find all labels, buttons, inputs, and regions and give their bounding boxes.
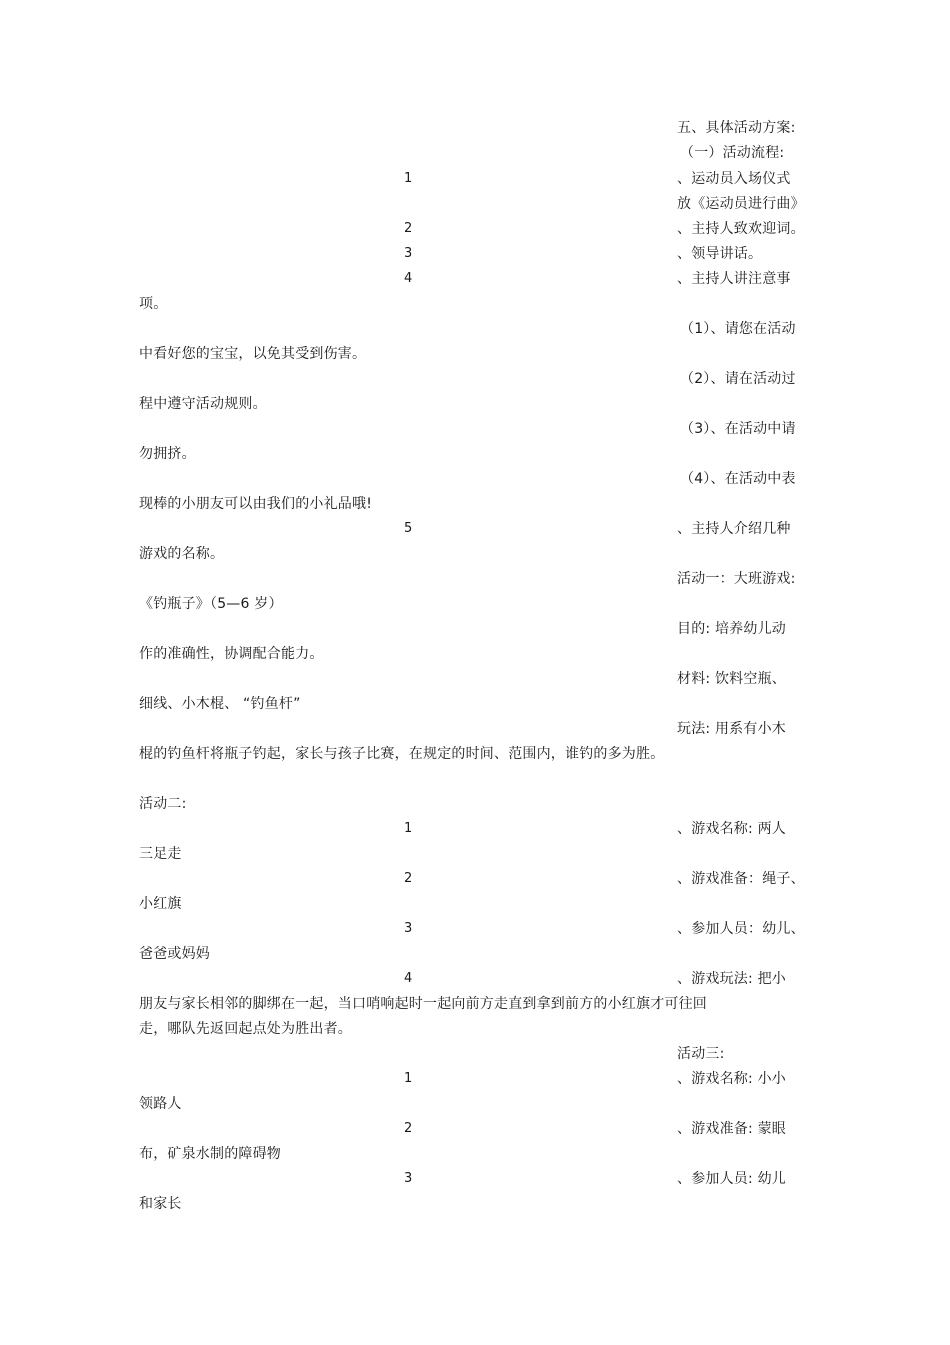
note-1-continuation: 中看好您的宝宝，以免其受到伤害。 [139, 346, 367, 362]
section-heading: 五、具体活动方案: [677, 120, 796, 136]
step-5-text: 、主持人介绍几种 [677, 521, 791, 537]
activity-2-item-2-continuation: 小红旗 [139, 896, 182, 912]
activity-1-material: 材料: 饮料空瓶、 [677, 671, 786, 687]
activity-2-item-1-text: 、游戏名称: 两人 [677, 821, 786, 837]
step-5-number: 5 [404, 521, 413, 536]
activity-3-item-2-continuation: 布，矿泉水制的障碍物 [139, 1146, 281, 1162]
note-3-label: （3）、在活动中请 [680, 421, 796, 437]
activity-1-goal-continuation: 作的准确性，协调配合能力。 [139, 646, 324, 662]
flow-title: （一）活动流程: [680, 145, 785, 161]
activity-3-item-1-number: 1 [404, 1071, 413, 1086]
activity-3-title: 活动三: [677, 1046, 725, 1062]
activity-1-goal: 目的: 培养幼儿动 [677, 621, 786, 637]
note-3-continuation: 勿拥挤。 [139, 446, 196, 462]
step-5-continuation: 游戏的名称。 [139, 546, 225, 562]
activity-2-item-4-text: 、游戏玩法: 把小 [677, 971, 786, 987]
activity-2-item-2-number: 2 [404, 871, 413, 886]
activity-3-item-3-continuation: 和家长 [139, 1196, 182, 1212]
activity-2-item-4-number: 4 [404, 971, 413, 986]
activity-2-item-3-text: 、参加人员：幼儿、 [677, 921, 805, 937]
activity-3-item-2-text: 、游戏准备: 蒙眼 [677, 1121, 786, 1137]
activity-1-play: 玩法: 用系有小木 [677, 721, 786, 737]
activity-1-title: 活动一：大班游戏: [677, 571, 796, 587]
note-1-label: （1）、请您在活动 [680, 321, 796, 337]
activity-2-title: 活动二: [139, 796, 187, 812]
step-4-continuation: 项。 [139, 296, 168, 312]
note-2-continuation: 程中遵守活动规则。 [139, 396, 267, 412]
step-4-text: 、主持人讲注意事 [677, 271, 791, 287]
activity-2-item-4-continuation: 朋友与家长相邻的脚绑在一起，当口哨响起时一起向前方走直到拿到前方的小红旗才可往回 [139, 996, 707, 1012]
activity-2-item-4-continuation-2: 走，哪队先返回起点处为胜出者。 [139, 1021, 352, 1037]
activity-2-item-1-continuation: 三足走 [139, 846, 182, 862]
activity-1-play-continuation: 棍的钓鱼杆将瓶子钓起，家长与孩子比赛，在规定的时间、范围内，谁钓的多为胜。 [139, 746, 665, 762]
step-1-continuation: 放《运动员进行曲》 [677, 196, 805, 212]
activity-3-item-1-text: 、游戏名称: 小小 [677, 1071, 786, 1087]
note-2-label: （2）、请在活动过 [680, 371, 796, 387]
step-2-number: 2 [404, 221, 413, 236]
step-1-number: 1 [404, 171, 413, 186]
note-4-label: （4）、在活动中表 [680, 471, 796, 487]
activity-3-item-3-text: 、参加人员: 幼儿 [677, 1171, 786, 1187]
activity-2-item-3-continuation: 爸爸或妈妈 [139, 946, 210, 962]
activity-3-item-1-continuation: 领路人 [139, 1096, 182, 1112]
step-3-text: 、领导讲话。 [677, 246, 763, 262]
activity-3-item-2-number: 2 [404, 1121, 413, 1136]
activity-1-material-continuation: 细线、小木棍、 “钓鱼杆” [139, 696, 301, 712]
activity-2-item-2-text: 、游戏准备：绳子、 [677, 871, 805, 887]
step-1-text: 、运动员入场仪式 [677, 171, 791, 187]
note-4-continuation: 现棒的小朋友可以由我们的小礼品哦! [139, 496, 373, 512]
step-2-text: 、主持人致欢迎词。 [677, 221, 805, 237]
step-3-number: 3 [404, 246, 413, 261]
activity-2-item-1-number: 1 [404, 821, 413, 836]
activity-1-title-continuation: 《钓瓶子》（5—6 岁） [139, 596, 283, 612]
activity-2-item-3-number: 3 [404, 921, 413, 936]
activity-3-item-3-number: 3 [404, 1171, 413, 1186]
step-4-number: 4 [404, 271, 413, 286]
